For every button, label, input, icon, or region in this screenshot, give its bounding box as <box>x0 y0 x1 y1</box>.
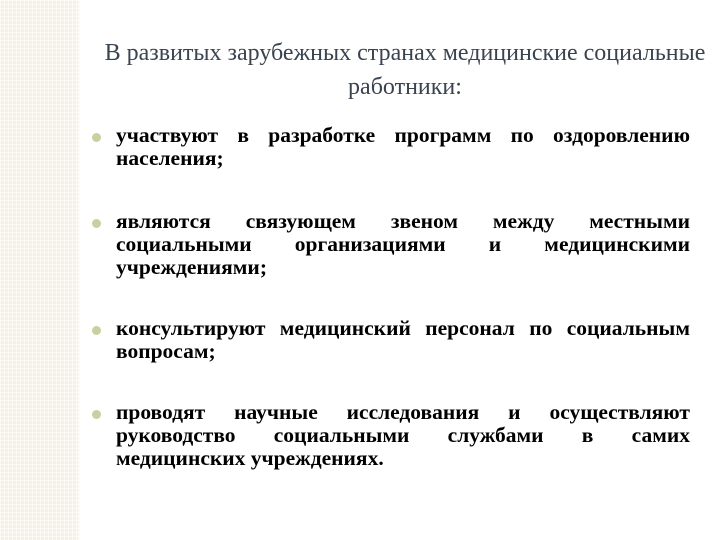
list-item <box>92 210 690 317</box>
bullet-text: являются связующем звеном между местными социальными организациями и медицинскими учреждениями; <box>116 209 690 279</box>
bullet-dot-icon <box>92 219 101 228</box>
decorative-side-band <box>0 0 80 540</box>
slide-title: В развитых зарубежных странах медицинские социальные работники: <box>104 40 706 100</box>
list-item <box>92 401 690 470</box>
bullet-dot-icon <box>92 326 101 335</box>
list-item <box>92 124 690 210</box>
bullet-text: проводят научные исследования и осуществляют руководство социальными службами в самих медицинских учреждениях. <box>116 400 690 470</box>
bullet-dot-icon <box>92 410 101 419</box>
bullet-text: участвуют в разработке программ по оздоровлению населения; <box>116 123 690 170</box>
bullet-list <box>92 124 690 470</box>
bullet-dot-icon <box>92 133 101 142</box>
bullet-text: консультируют медицинский персонал по социальным вопросам; <box>116 316 690 363</box>
list-item <box>92 317 690 401</box>
